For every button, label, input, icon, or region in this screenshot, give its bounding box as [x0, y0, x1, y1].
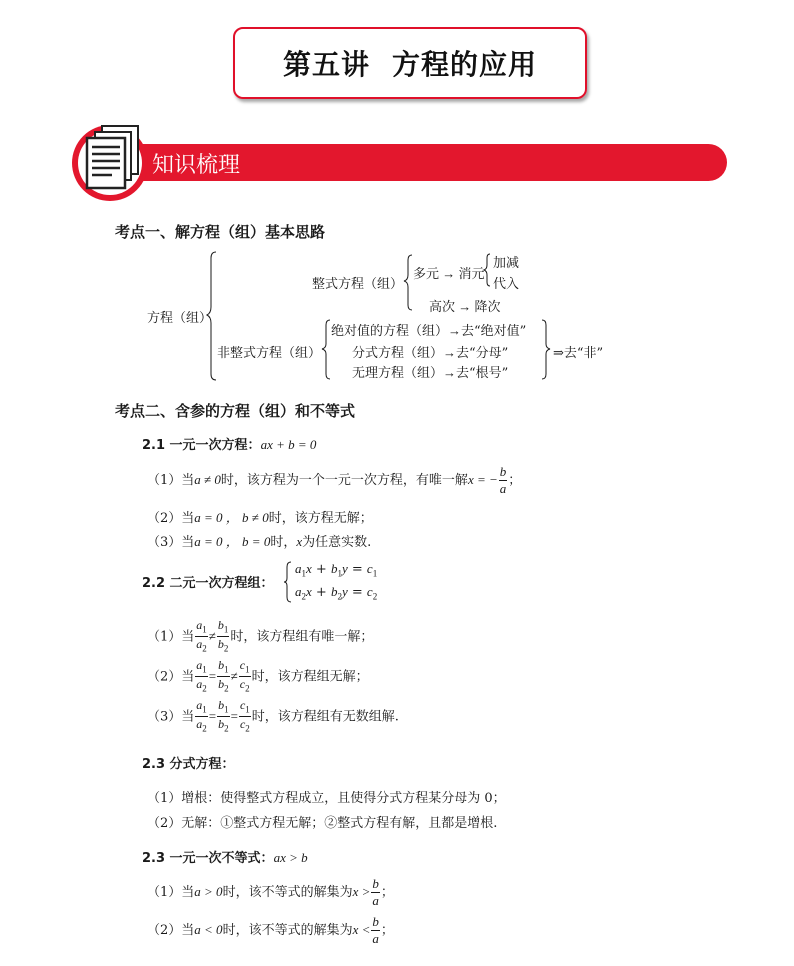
case-text: 时，该方程组无解； — [251, 669, 369, 685]
fraction-denominator: a — [372, 893, 379, 908]
nonintegral-target: 去“分母” — [456, 346, 509, 361]
method-add-sub: 加减 — [493, 256, 520, 271]
integral-reduce: 降次 — [474, 300, 501, 315]
integral-multi-row — [413, 263, 485, 282]
fraction-b1-b2: $\frac{b_1}{b_2}$ — [217, 618, 229, 654]
fraction-b-over-a — [499, 464, 508, 497]
s24-inequality: ax > b — [273, 850, 308, 865]
equal-sign: = — [230, 708, 238, 724]
nonintegral-row-abs — [331, 320, 526, 339]
case-text: 时，该不等式的解集为 — [222, 885, 353, 900]
integral-high: 高次 — [429, 300, 456, 315]
s21-case2 — [147, 507, 373, 526]
equal-sign: = — [208, 668, 217, 684]
case-end: ； — [380, 923, 394, 938]
equal-sign: = — [208, 708, 217, 724]
nonintegral-row-root — [352, 362, 508, 381]
case-prefix: （2）当 — [147, 669, 195, 685]
s24-label — [142, 847, 308, 866]
fraction-b1-b2: $\frac{b_1}{b_2}$ — [218, 698, 229, 734]
s21-label — [142, 434, 316, 453]
s24-case1 — [147, 876, 394, 909]
fraction-c1-c2: $\frac{c_1}{c_2}$ — [239, 698, 250, 734]
nonintegral-item: 绝对值的方程（组） — [331, 324, 449, 339]
case-solution: x > — [352, 884, 371, 899]
fraction-b-over-a — [371, 914, 380, 947]
s21-equation: ax + b = 0 — [260, 437, 317, 452]
section2-heading: 考点二、含参的方程（组）和不等式 — [115, 402, 356, 420]
fraction-a1-a2: $\frac{a_1}{a_2}$ — [196, 658, 207, 694]
integral-label: 整式方程（组） — [312, 277, 404, 292]
section1-heading: 考点一、解方程（组）基本思路 — [115, 223, 326, 241]
arrow-right-icon: → — [443, 345, 457, 360]
title-part2: 方程的应用 — [392, 48, 538, 81]
s21-case1 — [147, 464, 521, 497]
case-prefix: （2）当 — [147, 923, 195, 938]
banner-label: 知识梳理 — [152, 153, 241, 178]
s22-case3 — [147, 698, 399, 736]
case-prefix: （2）当 — [147, 511, 195, 526]
s22-case2 — [147, 658, 369, 696]
fraction-c1-c2: $\frac{c_1}{c_2}$ — [239, 658, 250, 694]
arrow-right-icon: → — [439, 266, 459, 281]
nonintegral-item: 无理方程（组） — [352, 366, 444, 381]
fraction-denominator: a — [372, 931, 379, 946]
case-text: 时，该不等式的解集为 — [222, 923, 353, 938]
fraction-b1-b2: $\frac{b_1}{b_2}$ — [218, 658, 229, 694]
s21-case3 — [147, 531, 371, 550]
case-prefix: （3）当 — [147, 709, 195, 725]
nonintegral-row-frac — [352, 342, 508, 361]
fraction-a1-a2: $\frac{a_1}{a_2}$ — [196, 618, 207, 654]
arrow-right-icon: → — [448, 323, 462, 338]
case-condition: a > 0 — [194, 884, 223, 899]
fraction-b-over-a — [371, 876, 380, 909]
nonintegral-result: 去“非” — [563, 346, 604, 361]
fraction-numerator: b — [372, 876, 379, 891]
case-text: 时，该方程组有无数组解. — [251, 709, 399, 725]
not-equal-sign: ≠ — [230, 668, 238, 684]
case-end: 为任意实数. — [302, 535, 372, 550]
case-condition: a < 0 — [194, 922, 223, 937]
system-eq2: $a_2x + b_2y = c_2$ — [295, 584, 378, 602]
fraction-denominator: a — [499, 481, 507, 496]
arrow-right-icon: → — [455, 299, 475, 314]
case-prefix: （3）当 — [147, 535, 195, 550]
s23-label: 2.3 分式方程： — [142, 757, 235, 772]
fraction-a1-a2: $\frac{a_1}{a_2}$ — [196, 698, 207, 734]
implies-arrow-icon: ⇒ — [553, 345, 564, 360]
s22-case1 — [147, 618, 373, 656]
s21-label-text: 2.1 一元一次方程： — [142, 438, 261, 453]
nonintegral-label: 非整式方程（组） — [217, 346, 322, 361]
s24-label-text: 2.3 一元一次不等式： — [142, 851, 274, 866]
nonintegral-target: 去“根号” — [456, 366, 509, 381]
case-text: 时，该方程组有唯一解； — [230, 629, 374, 645]
case-end: ； — [380, 885, 394, 900]
nonintegral-result-row — [553, 342, 603, 361]
case-condition: a = 0 ， b ≠ 0 — [194, 510, 269, 525]
system-brace — [283, 561, 293, 603]
s23-case2: （2）无解：①整式方程无解；②整式方程有解，且都是增根. — [147, 816, 498, 831]
nonintegral-target: 去“绝对值” — [461, 324, 527, 339]
title-part1: 第五讲 — [282, 48, 370, 81]
case-prefix: （1）当 — [147, 629, 195, 645]
case-prefix: （1）当 — [147, 885, 195, 900]
fraction-numerator: b — [499, 464, 507, 479]
case-variable: x — [296, 534, 303, 549]
case-condition: a ≠ 0 — [194, 472, 221, 487]
case-text: 时，该方程无解； — [268, 511, 373, 526]
case-text: 时，该方程为一个一元一次方程，有唯一解 — [220, 473, 468, 488]
case-solution: x = − — [467, 472, 498, 487]
arrow-right-icon: → — [443, 365, 457, 380]
s24-case2 — [147, 914, 394, 947]
case-solution: x < — [352, 922, 371, 937]
case-prefix: （1）当 — [147, 473, 195, 488]
tree-root: 方程（组） — [147, 311, 213, 326]
fraction-numerator: b — [372, 914, 379, 929]
nonintegral-item: 分式方程（组） — [352, 346, 444, 361]
case-text: 时， — [270, 535, 297, 550]
s22-label: 2.2 二元一次方程组： — [142, 576, 274, 591]
case-condition: a = 0 ， b = 0 — [194, 534, 271, 549]
not-equal-sign: ≠ — [208, 628, 216, 644]
system-eq1: $a_1x + b_1y = c_1$ — [295, 561, 378, 579]
s23-case1: （1）增根：使得整式方程成立，且使得分式方程某分母为 0； — [147, 791, 506, 806]
integral-elim: 消元 — [458, 267, 485, 282]
case-end: ； — [508, 473, 522, 488]
method-substitute: 代入 — [493, 277, 520, 292]
integral-multi: 多元 — [413, 267, 440, 282]
integral-high-row — [429, 296, 501, 315]
